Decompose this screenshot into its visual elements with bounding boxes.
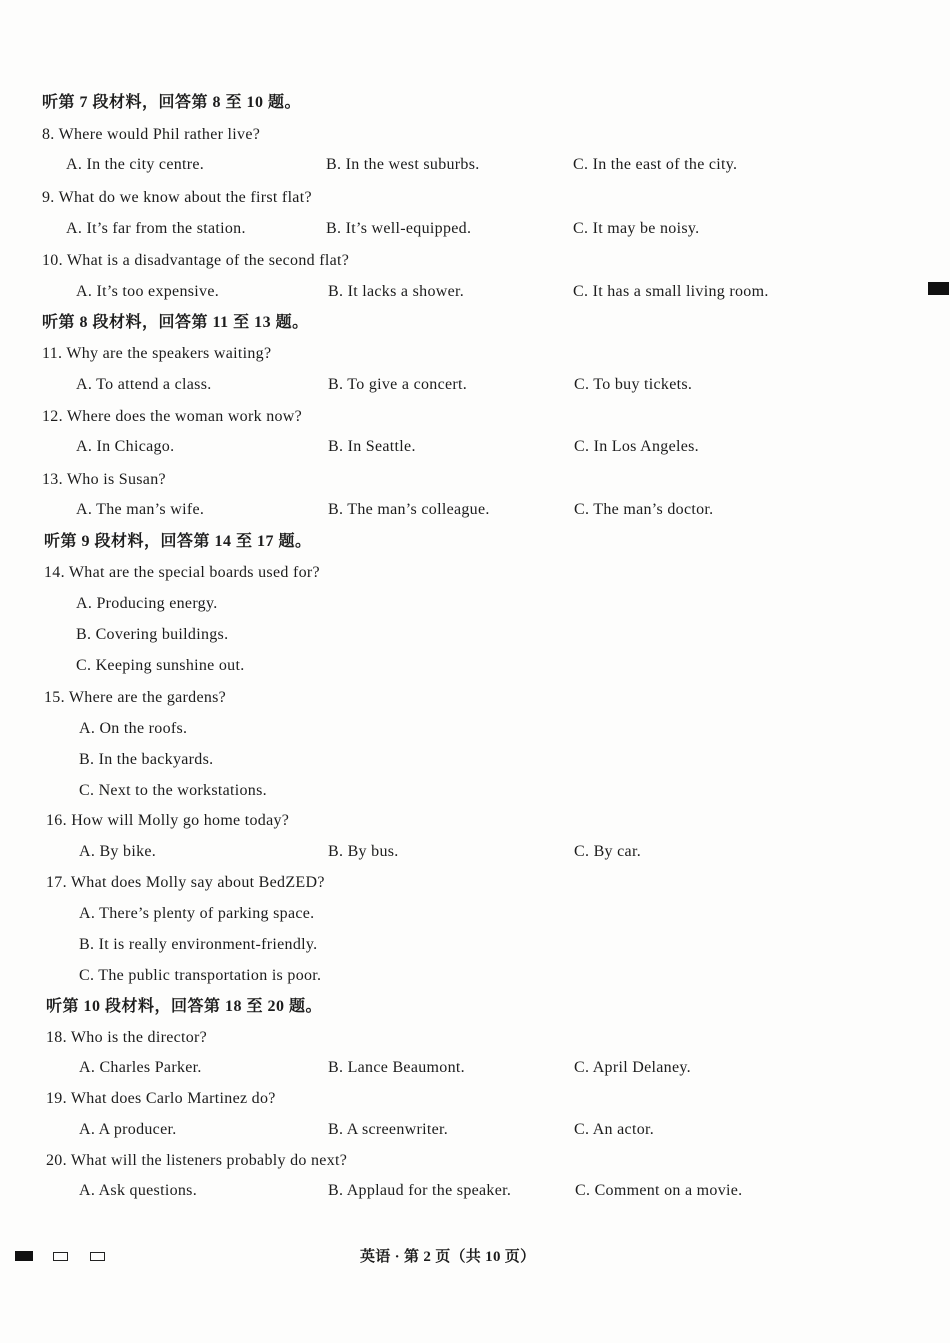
option-c: C. By car. [574,843,641,860]
option-b: B. To give a concert. [328,376,468,393]
option-c: C. An actor. [574,1121,655,1138]
registration-mark-outline [90,1252,105,1261]
option-c: C. Next to the workstations. [79,782,267,799]
option-b: B. In the backyards. [79,751,214,768]
option-a: A. The man’s wife. [76,501,205,518]
option-b: B. Covering buildings. [76,626,229,643]
option-a: A. On the roofs. [79,720,188,737]
option-c: C. The public transportation is poor. [79,967,322,984]
option-c: C. The man’s doctor. [574,501,714,518]
option-a: A. Charles Parker. [79,1059,202,1076]
option-a: A. There’s plenty of parking space. [79,905,315,922]
option-c: C. Keeping sunshine out. [76,657,245,674]
option-b: B. In Seattle. [328,438,416,455]
option-c: C. It has a small living room. [573,283,769,300]
question-stem: 12. Where does the woman work now? [42,408,303,425]
section-heading: 听第 10 段材料，回答第 18 至 20 题。 [46,998,323,1015]
option-b: B. Applaud for the speaker. [328,1182,512,1199]
option-a: A. A producer. [79,1121,177,1138]
registration-mark-outline [53,1252,68,1261]
section-heading: 听第 8 段材料，回答第 11 至 13 题。 [42,314,309,331]
option-b: B. A screenwriter. [328,1121,449,1138]
option-c: C. April Delaney. [574,1059,691,1076]
page-number-label: 英语 · 第 2 页（共 10 页） [360,1249,536,1265]
option-b: B. Lance Beaumont. [328,1059,465,1076]
section-heading: 听第 9 段材料，回答第 14 至 17 题。 [44,533,312,550]
question-stem: 10. What is a disadvantage of the second flat? [42,252,350,269]
registration-mark-side [928,282,949,295]
option-b: B. It’s well-equipped. [326,220,472,237]
option-a: A. It’s far from the station. [66,220,246,237]
option-b: B. By bus. [328,843,399,860]
option-a: A. Producing energy. [76,595,218,612]
option-a: A. It’s too expensive. [76,283,220,300]
question-stem: 18. Who is the director? [46,1029,208,1046]
option-c: C. Comment on a movie. [575,1182,743,1199]
option-a: A. Ask questions. [79,1182,197,1199]
question-stem: 8. Where would Phil rather live? [42,126,261,143]
option-b: B. The man’s colleague. [328,501,490,518]
option-b: B. In the west suburbs. [326,156,480,173]
option-b: B. It is really environment-friendly. [79,936,318,953]
question-stem: 20. What will the listeners probably do next? [46,1152,348,1169]
option-a: A. To attend a class. [76,376,212,393]
question-stem: 16. How will Molly go home today? [46,812,290,829]
option-b: B. It lacks a shower. [328,283,465,300]
question-stem: 15. Where are the gardens? [44,689,227,706]
option-c: C. In Los Angeles. [574,438,699,455]
registration-mark-filled [15,1251,33,1261]
question-stem: 9. What do we know about the first flat? [42,189,312,206]
option-c: C. To buy tickets. [574,376,693,393]
option-a: A. In Chicago. [76,438,175,455]
question-stem: 14. What are the special boards used for? [44,564,320,581]
section-heading: 听第 7 段材料，回答第 8 至 10 题。 [42,94,302,111]
question-stem: 19. What does Carlo Martinez do? [46,1090,276,1107]
option-c: C. It may be noisy. [573,220,700,237]
option-c: C. In the east of the city. [573,156,738,173]
option-a: A. In the city centre. [66,156,205,173]
option-a: A. By bike. [79,843,157,860]
question-stem: 11. Why are the speakers waiting? [42,345,272,362]
question-stem: 13. Who is Susan? [42,471,166,488]
question-stem: 17. What does Molly say about BedZED? [46,874,325,891]
